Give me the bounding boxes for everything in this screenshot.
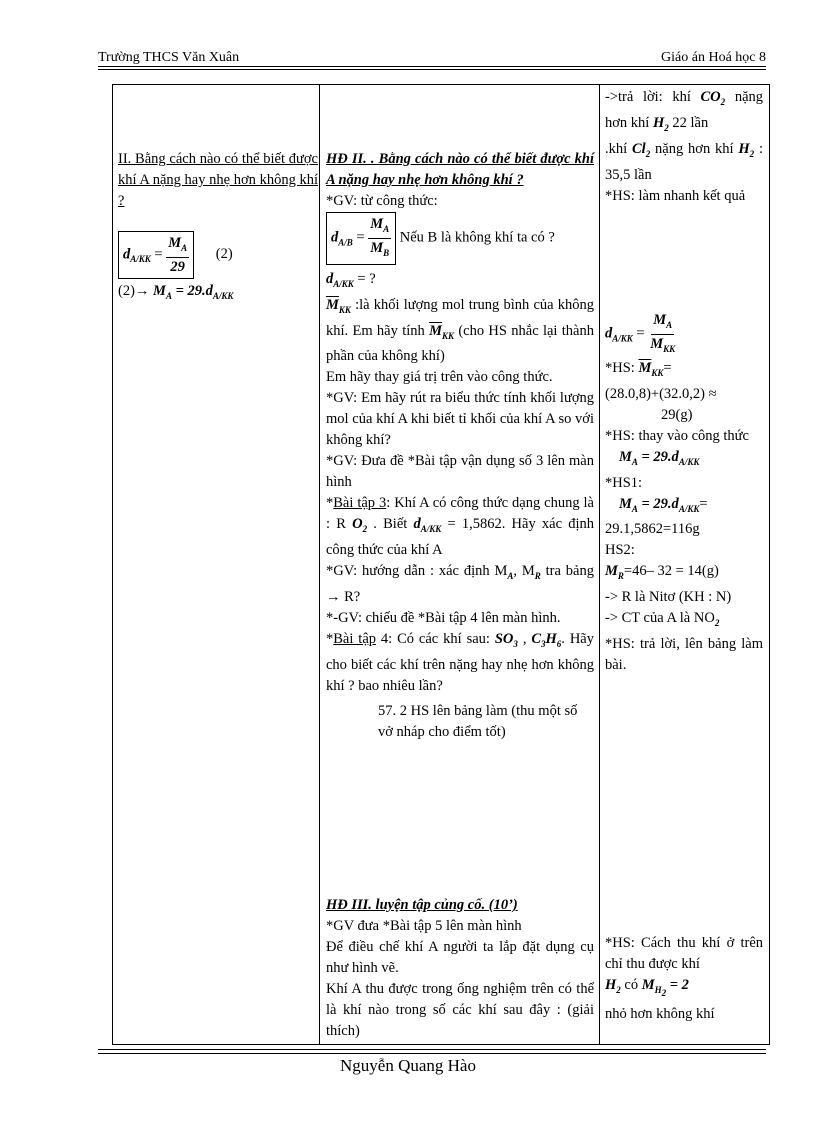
calculation: $M_R=46-$ 32 = 14(g) — [605, 563, 719, 582]
teacher-note: *GV: từ công thức: — [326, 193, 438, 209]
student-work — [605, 311, 763, 676]
student-answer-5 — [605, 933, 763, 1025]
calculation-result: 29(g) — [661, 406, 693, 423]
fraction: $\frac{M_A}{M_B}$ — [370, 216, 390, 258]
student-note: *HS1: — [605, 474, 643, 491]
formula-line: $M_A = 29.d_{A/KK}=$ — [619, 495, 708, 514]
author-name: Nguyễn Quang Hào — [340, 1056, 476, 1075]
teacher-note: *GV: hướng dẫn : xác định $M_A$, $M_R$ tra bảng → R? — [326, 563, 594, 606]
header-rule — [98, 66, 766, 67]
activity-column — [326, 85, 594, 1044]
teacher-note: *GV: Em hãy rút ra biểu thức tính khối lượng mol của khí A khi biết tỉ khối của khí A so với không khí? — [326, 390, 594, 449]
footer-rule-double — [98, 1053, 766, 1054]
formula-box: $d_{A/KK}$ = $\frac{M_A}{29}$ — [118, 231, 194, 279]
student-note: *HS: $\overline{M}_{KK}=$ — [605, 359, 672, 378]
student-note: 57. 2 HS lên bảng làm (thu một số vở nháp cho điểm tốt) — [378, 703, 578, 741]
instruction: Em hãy thay giá trị trên vào công thức. — [326, 369, 553, 386]
activity-3 — [326, 895, 594, 1042]
student-note: HS2: — [605, 542, 635, 559]
fraction: $\frac{M_A}{29}$ — [168, 235, 188, 275]
section-heading: II. Bằng cách nào có thể biết được khí A nặng hay nhẹ hơn không khí ? — [118, 151, 318, 209]
content-column — [118, 85, 318, 1044]
activity-2-title: HĐ II. . Bằng cách nào có thể biết được khí A nặng hay nhẹ hơn không khí ? — [326, 151, 594, 188]
lesson-table — [112, 84, 770, 1045]
formula-line: $M_A = 29.d_{A/KK}$ — [619, 448, 700, 467]
student-note: *HS: Cách thu khí ở trên chỉ thu được khí — [605, 935, 763, 972]
student-note: *HS: làm nhanh kết quả — [605, 187, 746, 204]
formula-block — [118, 231, 318, 279]
student-note: nhỏ hơn không khí — [605, 1005, 715, 1022]
exercise-3: *Bài tập 3: Khí A có công thức dạng chung là : R $O_2$ . Biết $d_{A/KK} = 1,5862$. Hãy xác định công thức của khí A — [326, 495, 595, 559]
formula-line: $d_{A/KK}$ = $\frac{M_A}{M_{KK}}$ — [605, 311, 763, 358]
formula-line: $H_2$ có $M_{H_2} = 2$ — [605, 977, 689, 998]
calculation: (28.0,8)+(32.0,2) ≈ — [605, 385, 717, 402]
student-answers — [605, 87, 763, 207]
student-column — [605, 85, 763, 1044]
calculation: 29.1,5862=116g — [605, 521, 700, 538]
equation-label: (2) — [215, 246, 233, 263]
question-line: $d_{A/KK}$ = ? — [326, 270, 376, 289]
conclusion: -> CT của A là $NO_2$ — [605, 610, 720, 629]
column-divider-2 — [599, 85, 600, 1044]
formula-line: $d_{A/B}$ = $\frac{M_A}{M_B}$ Nếu B là không khí ta có ? — [326, 212, 594, 265]
page-header — [98, 50, 766, 70]
school-name: Trường THCS Văn Xuân — [98, 50, 240, 65]
molar-mass-note: $\overline{M}_{KK}$ :là khối lượng mol trung bình của không khí. Em hãy tính $\overline{M}_{KK}$ (cho HS nhắc lại thành phần của không khí) — [326, 296, 594, 365]
section-heading-block — [118, 149, 318, 212]
fraction: $\frac{M_A}{M_{KK}}$ — [650, 312, 676, 354]
teacher-note: *GV: Đưa đề *Bài tập vận dụng số 3 lên màn hình — [326, 453, 594, 491]
instruction: Để điều chế khí A người ta lắp đặt dụng cụ như hình vẽ. — [326, 939, 594, 976]
activity-2 — [326, 149, 594, 743]
formula-box: $d_{A/B}$ = $\frac{M_A}{M_B}$ — [326, 212, 396, 265]
derived-formula: $(2)\to M_A = 29.d_{A/KK}$ — [118, 283, 234, 301]
answer-line: ->trả lời: khí $CO_2$ nặng hơn khí $H_2$ 22 lần — [605, 89, 763, 133]
teacher-note: *GV đưa *Bài tập 5 lên màn hình — [326, 918, 522, 934]
student-note: *HS: thay vào công thức — [605, 427, 749, 444]
answer-line: .khí $Cl_2$ nặng hơn khí $H_2$ : 35,5 lần — [605, 140, 764, 183]
footer-rule — [98, 1049, 766, 1050]
column-divider-1 — [319, 85, 320, 1044]
teacher-note: *-GV: chiếu đề *Bài tập 4 lên màn hình. — [326, 610, 561, 627]
student-note: *HS: trả lời, lên bảng làm bài. — [605, 636, 763, 674]
instruction: Khí A thu được trong ống nghiệm trên có thể là khí nào trong số các khí sau đây : (giải thích) — [326, 981, 594, 1039]
activity-3-title: HĐ III. luyện tập củng cố. (10’) — [326, 897, 518, 913]
header-rule-double — [98, 69, 766, 70]
conclusion: -> R là Nitơ (KH : N) — [605, 589, 732, 606]
exercise-4: *Bài tập 4: Có các khí sau: $SO_3$ , $C_3H_6$. Hãy cho biết các khí trên nặng hay nhẹ hơn không khí ? bao nhiêu lần? — [326, 631, 594, 695]
document-title: Giáo án Hoá học 8 — [661, 50, 766, 65]
